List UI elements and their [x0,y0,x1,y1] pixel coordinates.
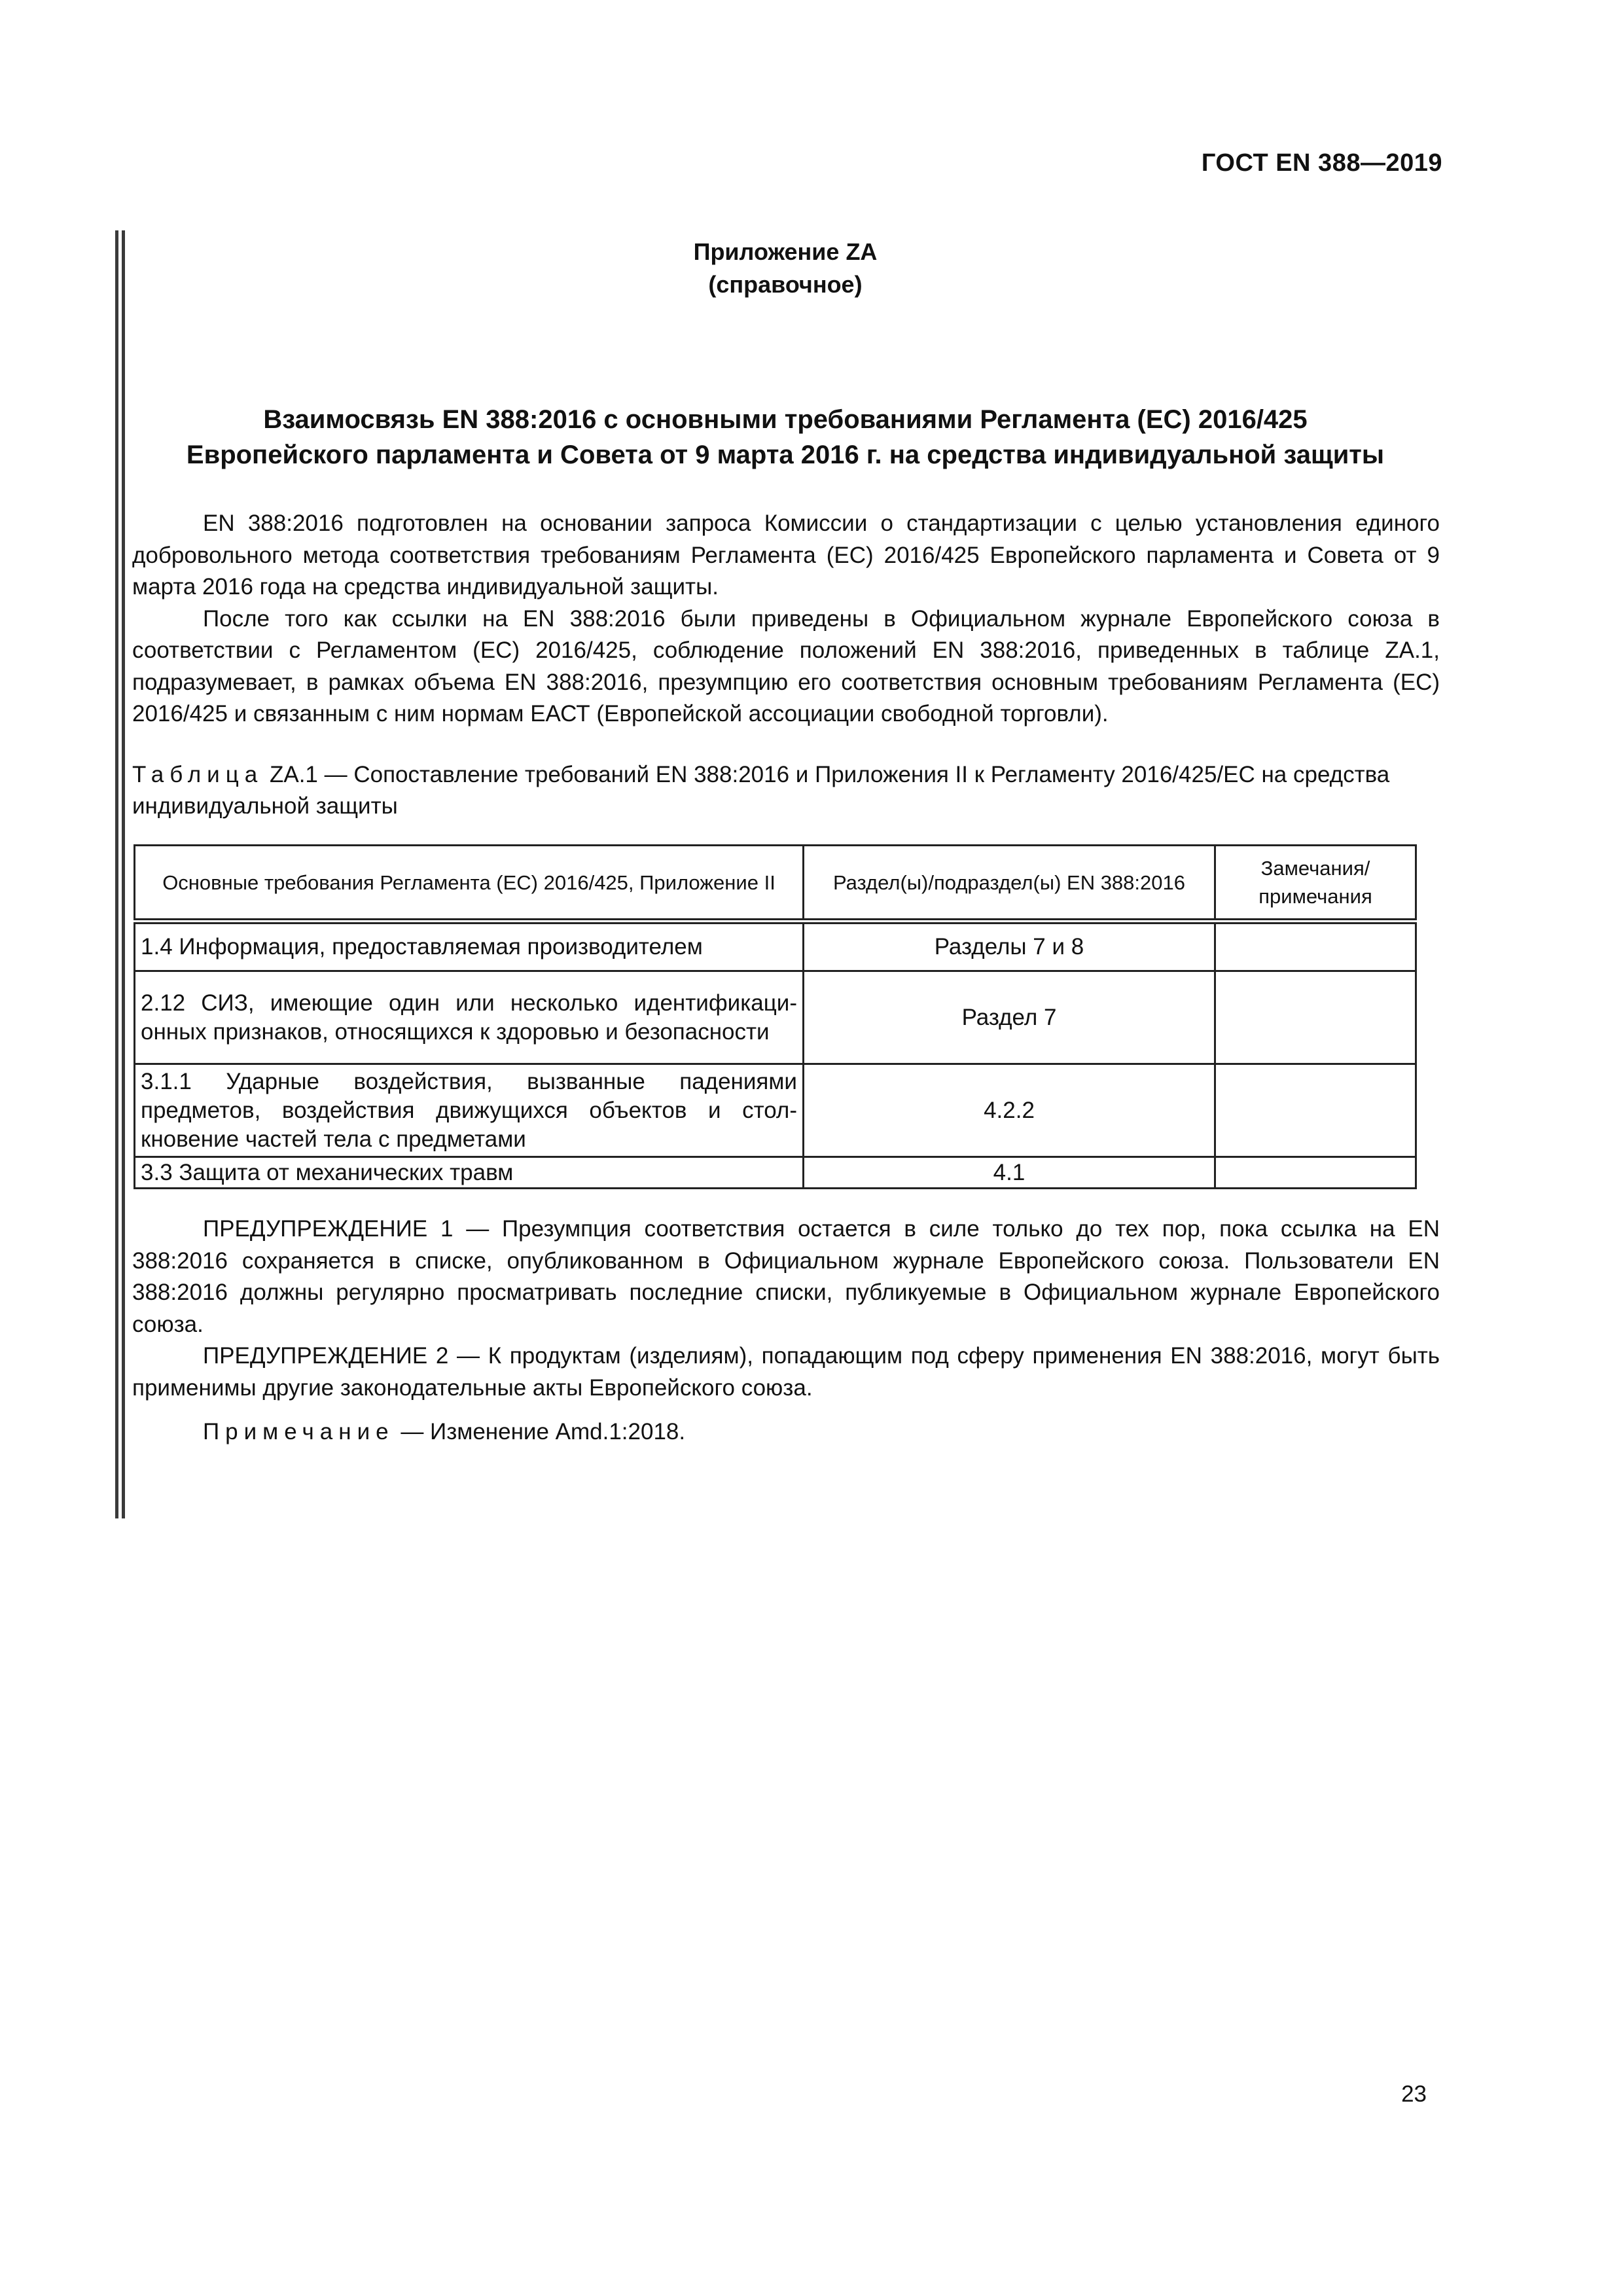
table-row [135,1157,1416,1189]
note [203,1416,685,1448]
section-cell: 4.1 [804,1157,1215,1189]
annex-heading [0,236,1571,301]
remark-cell [1215,922,1416,971]
header-remarks: Замечания/ примечания [1215,846,1416,922]
section-cell: 4.2.2 [804,1064,1215,1157]
requirement-cell: 3.1.1 Ударные воздействия, вызванные падениями предметов, воздействия движущихся объектов и столкновение частей тела с предметами [135,1064,804,1157]
annex-title-line-1: Взаимосвязь EN 388:2016 с основными требованиями Регламента (ЕС) 2016/425 [263,405,1308,434]
requirement-cell: 1.4 Информация, предоставляемая производителем [135,922,804,971]
page-number: 23 [1401,2081,1427,2107]
table-caption-label: Таблица [132,762,264,787]
table-row [135,922,1416,971]
note-label: Примечание [203,1419,395,1444]
table-caption-text: ZA.1 — Сопоставление требований EN 388:2016 и Приложения II к Регламенту 2016/425/ЕС на средства индивидуальной защиты [132,762,1390,819]
section-cell: Раздел 7 [804,971,1215,1064]
annex-title [131,402,1440,473]
requirement-cell: 2.12 СИЗ, имеющие один или несколько идентификационных признаков, относящихся к здоровью и безопасности [135,971,804,1064]
remark-cell [1215,1064,1416,1157]
warning-1: ПРЕДУПРЕЖДЕНИЕ 1 — Презумпция соответствия остается в силе только до тех пор, пока ссылка на EN 388:2016 сохраняется в списке, опубликованном в Официальном журнале Европейского союза. Пользователи EN 388:2016 должны регулярно просматривать последние списки, публикуемые в Официальном журнале Европейского союза. [132,1216,1440,1337]
requirement-cell: 3.3 Защита от механических травм [135,1157,804,1189]
requirements-table [134,844,1417,1189]
table-header-row [135,846,1416,922]
annex-title-line-2: Европейского парламента и Совета от 9 марта 2016 г. на средства индивидуальной защиты [186,440,1385,469]
note-text: — Изменение Amd.1:2018. [401,1419,686,1444]
header-sections: Раздел(ы)/подраздел(ы) EN 388:2016 [804,846,1215,922]
table-row [135,971,1416,1064]
section-cell: Разделы 7 и 8 [804,922,1215,971]
intro-paragraph-1: EN 388:2016 подготовлен на основании запроса Комиссии о стандартизации с целью установления единого добровольного метода соответствия требованиям Регламента (ЕС) 2016/425 Европейского парламента и Совета от 9 марта 2016 года на средства индивидуальной защиты. [132,511,1440,600]
remark-cell [1215,971,1416,1064]
annex-label: Приложение ZA [693,238,878,265]
header-requirements: Основные требования Регламента (ЕС) 2016/425, Приложение II [135,846,804,922]
annex-type: (справочное) [708,271,863,298]
remark-cell [1215,1157,1416,1189]
table-caption [132,759,1440,822]
intro-section [132,508,1440,730]
warning-2: ПРЕДУПРЕЖДЕНИЕ 2 — К продуктам (изделиям), попадающим под сферу применения EN 388:2016, могут быть применимы другие законодательные акты Европейского союза. [132,1343,1440,1401]
change-bar-left [115,230,118,1518]
change-bar-right [122,230,125,1518]
document-code: ГОСТ EN 388—2019 [1201,149,1442,177]
warnings-section [132,1213,1440,1404]
intro-paragraph-2: После того как ссылки на EN 388:2016 были приведены в Официальном журнале Европейского союза в соответствии с Регламентом (ЕС) 2016/425, соблюдение положений EN 388:2016, приведенных в таблице ZA.1, подразумевает, в рамках объема EN 388:2016, презумпцию его соответствия основным требованиям Регламента (ЕС) 2016/425 и связанным с ним нормам ЕАСТ (Европейской ассоциации свободной торговли). [132,605,1440,726]
table-row [135,1064,1416,1157]
